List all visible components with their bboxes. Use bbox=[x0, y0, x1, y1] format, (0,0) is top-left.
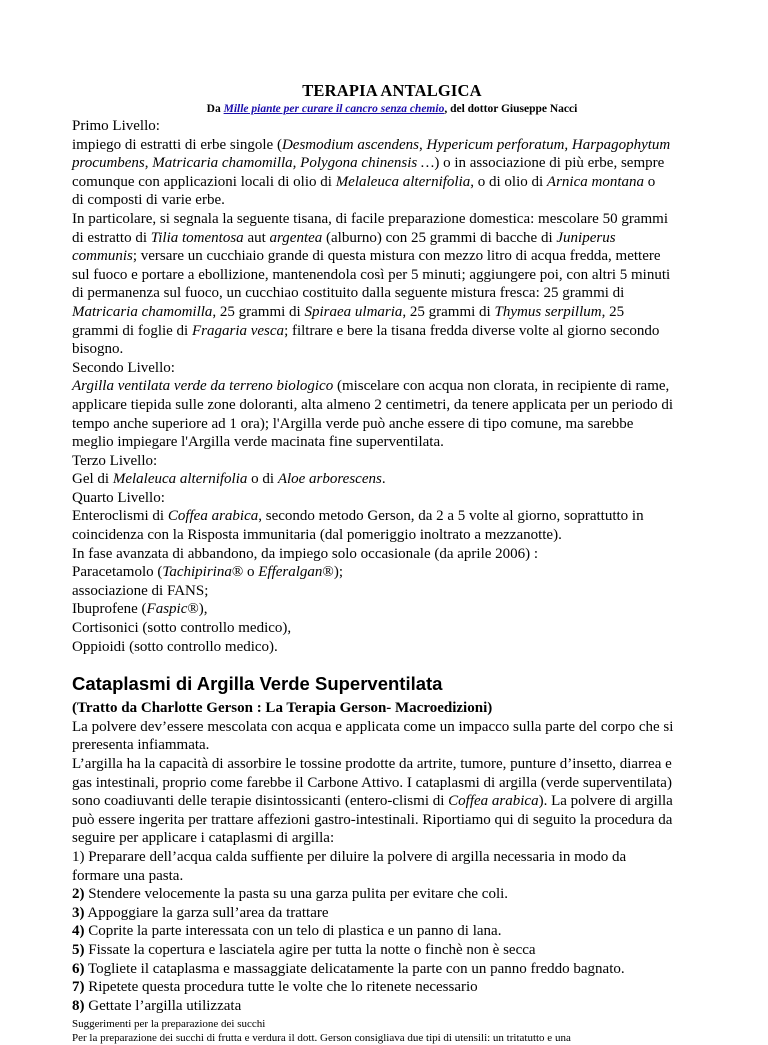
source-prefix: Da bbox=[206, 103, 224, 115]
section-source: (Tratto da Charlotte Gerson : La Terapia Gerson- Macroedizioni) bbox=[72, 700, 493, 717]
therapy-levels-section bbox=[72, 117, 712, 656]
text-run: Coprite la parte interessata con un telo di plastica e un panno di lana. bbox=[84, 923, 502, 940]
text-line bbox=[72, 922, 712, 941]
italic-run: Desmodium ascendens bbox=[281, 136, 420, 153]
text-run: ). La polvere di argilla bbox=[538, 793, 673, 810]
text-line bbox=[72, 736, 712, 755]
text-run: , 25 grammi di bbox=[212, 303, 305, 320]
text-line bbox=[72, 792, 712, 811]
text-line bbox=[72, 829, 712, 848]
text-run: In fase avanzata di abbandono, da impiego solo occasionale (da aprile 2006) : bbox=[72, 545, 539, 562]
text-run: può essere ingerita per trattare affezioni gastro-intestinali. Riportiamo qui di seguito la procedura da bbox=[72, 811, 673, 828]
text-line bbox=[72, 322, 712, 341]
text-run: bisogno. bbox=[72, 341, 124, 358]
italic-run: argentea bbox=[269, 229, 323, 246]
section-heading: Cataplasmi di Argilla Verde Superventilata bbox=[72, 673, 443, 695]
italic-run: Faspic bbox=[146, 601, 188, 618]
text-run: applicare tiepida sulle zone doloranti, alta almeno 2 centimetri, da tenere applicata per un periodo di bbox=[72, 396, 674, 413]
text-run: ®), bbox=[187, 601, 208, 618]
text-run: Ibuprofene ( bbox=[72, 601, 147, 618]
page-title: TERAPIA ANTALGICA bbox=[302, 81, 482, 100]
text-run: aut bbox=[243, 229, 270, 246]
text-line bbox=[72, 507, 712, 526]
text-run: Stendere velocemente la pasta su una garza pulita per evitare che coli. bbox=[84, 886, 509, 903]
text-run: grammi di foglie di bbox=[72, 322, 192, 339]
text-line bbox=[72, 377, 712, 396]
text-line bbox=[72, 600, 712, 619]
source-line bbox=[72, 102, 712, 116]
italic-run: Argilla ventilata verde da terreno biologico bbox=[72, 378, 334, 395]
text-run: sono coadiuvanti delle terapie disintossicanti (entero-clismi di bbox=[72, 793, 449, 810]
text-run: Secondo Livello: bbox=[72, 359, 175, 376]
text-run: (miscelare con acqua non clorata, in recipiente di rame, bbox=[333, 378, 670, 395]
clay-poultice-section bbox=[72, 718, 712, 1016]
text-run: Oppioidi (sotto controllo medico). bbox=[72, 638, 278, 655]
text-run: formare una pasta. bbox=[72, 867, 184, 884]
step-number: 8) bbox=[72, 997, 85, 1014]
text-run: La polvere dev’essere mescolata con acqua e applicata come un impacco sulla parte del corpo che si bbox=[72, 718, 674, 735]
text-line bbox=[72, 885, 712, 904]
text-run: ; filtrare e bere la tisana fredda diverse volte al giorno secondo bbox=[284, 322, 660, 339]
italic-run: Melaleuca alternifolia bbox=[112, 471, 248, 488]
juice-heading: Suggerimenti per la preparazione dei succhi bbox=[72, 1018, 266, 1031]
text-run: impiego di estratti di erbe singole ( bbox=[72, 136, 282, 153]
italic-run: Coffea arabica bbox=[167, 508, 259, 525]
text-line bbox=[72, 997, 712, 1016]
text-run: coincidenza con la Risposta immunitaria (dal pomeriggio inoltrato a mezzanotte). bbox=[72, 527, 562, 544]
text-run: , bbox=[144, 155, 153, 172]
text-line bbox=[72, 229, 712, 248]
text-line bbox=[72, 960, 712, 979]
italic-run: Aloe arborescens bbox=[277, 471, 382, 488]
text-line bbox=[72, 755, 712, 774]
text-line bbox=[72, 941, 712, 960]
text-line bbox=[72, 191, 712, 210]
text-run: ®); bbox=[322, 564, 343, 581]
italic-run: Efferalgan bbox=[258, 564, 323, 581]
text-run: associazione di FANS; bbox=[72, 582, 209, 599]
text-line bbox=[72, 582, 712, 601]
text-run: In particolare, si segnala la seguente tisana, di facile preparazione domestica: mescolare 50 grammi bbox=[72, 210, 668, 227]
text-line bbox=[72, 173, 712, 192]
document-page bbox=[72, 80, 712, 1045]
text-line bbox=[72, 638, 712, 657]
text-line bbox=[72, 563, 712, 582]
text-run: Ripetete questa procedura tutte le volte che lo ritenete necessario bbox=[84, 979, 478, 996]
text-line bbox=[72, 303, 712, 322]
footer-notes bbox=[72, 1017, 712, 1045]
text-run: 1) Preparare dell’acqua calda suffiente per diluire la polvere di argilla necessaria in modo da bbox=[72, 848, 627, 865]
italic-run: Matricaria chamomilla, Polygona chinensis … bbox=[152, 155, 435, 172]
text-run: Cortisonici (sotto controllo medico), bbox=[72, 620, 292, 637]
italic-run: Spiraea ulmaria bbox=[304, 303, 403, 320]
text-line bbox=[72, 415, 712, 434]
text-run: Gettate l’argilla utilizzata bbox=[84, 997, 242, 1014]
text-run: ® o bbox=[231, 564, 259, 581]
text-line bbox=[72, 433, 712, 452]
text-line bbox=[72, 545, 712, 564]
step-number: 7) bbox=[72, 979, 85, 996]
text-run: comunque con applicazioni locali di olio di bbox=[72, 173, 336, 190]
text-line bbox=[72, 774, 712, 793]
text-run: L’argilla ha la capacità di assorbire le tossine prodotte da artrite, tumore, punture d’insetto, diarrea e bbox=[72, 756, 672, 772]
text-run: tempo anche superiore ad 1 ora); l'Argilla verde può anche essere di tipo comune, ma sarebbe bbox=[72, 415, 634, 432]
italic-run: Arnica montana bbox=[546, 173, 644, 190]
text-run: , 25 bbox=[601, 303, 625, 320]
italic-run: Matricaria chamomilla bbox=[72, 303, 213, 320]
italic-run: Thymus serpillum bbox=[494, 303, 602, 320]
juice-text: Per la preparazione dei succhi di frutta e verdura il dott. Gerson consigliava due tipi di utensili: un tritatutto e una bbox=[72, 1032, 571, 1045]
text-line bbox=[72, 210, 712, 229]
text-line bbox=[72, 284, 712, 303]
text-run: di estratto di bbox=[72, 229, 151, 246]
step-number: 6) bbox=[72, 960, 85, 977]
text-line bbox=[72, 848, 712, 867]
step-number: 5) bbox=[72, 941, 85, 958]
text-line bbox=[72, 136, 712, 155]
step-number: 2) bbox=[72, 886, 85, 903]
text-line bbox=[72, 619, 712, 638]
text-run: Primo Livello: bbox=[72, 118, 160, 134]
text-line bbox=[72, 340, 712, 359]
text-run: meglio impiegare l'Argilla verde macinata fine superventilata. bbox=[72, 434, 444, 451]
source-suffix: , del dottor Giuseppe Nacci bbox=[444, 103, 578, 115]
text-line bbox=[72, 396, 712, 415]
text-line bbox=[72, 154, 712, 173]
step-number: 3) bbox=[72, 904, 85, 921]
text-line bbox=[72, 117, 712, 136]
text-run: Gel di bbox=[72, 471, 113, 488]
text-line bbox=[72, 867, 712, 886]
text-run: Fissate la copertura e lasciatela agire per tutta la notte o finchè non è secca bbox=[84, 941, 536, 958]
text-line bbox=[72, 489, 712, 508]
text-run: o di bbox=[247, 471, 278, 488]
text-run: seguire per applicare i cataplasmi di argilla: bbox=[72, 830, 335, 847]
text-run: Terzo Livello: bbox=[72, 452, 158, 469]
text-run: , secondo metodo Gerson, da 2 a 5 volte al giorno, soprattutto in bbox=[258, 508, 644, 525]
italic-run: Juniperus bbox=[556, 229, 616, 246]
text-line bbox=[72, 904, 712, 923]
text-line bbox=[72, 452, 712, 471]
text-run: Appoggiare la garza sull’area da trattare bbox=[84, 904, 329, 921]
text-line bbox=[72, 526, 712, 545]
italic-run: Coffea arabica bbox=[448, 793, 539, 810]
italic-run: communis bbox=[72, 248, 133, 265]
text-line bbox=[72, 359, 712, 378]
italic-run: procumbens bbox=[72, 155, 145, 172]
italic-run: Hypericum perforatum, Harpagophytum bbox=[426, 136, 671, 153]
text-run: , o di olio di bbox=[470, 173, 547, 190]
text-run: , 25 grammi di bbox=[402, 303, 495, 320]
text-run: preresenta infiammata. bbox=[72, 737, 210, 754]
italic-run: Tilia tomentosa bbox=[150, 229, 244, 246]
text-line bbox=[72, 811, 712, 830]
text-run: sul fuoco e portare a ebollizione, mantenendola così per 5 minuti; aggiungere poi, con altri 5 minuti bbox=[72, 266, 671, 283]
text-run: Quarto Livello: bbox=[72, 489, 165, 506]
text-run: gas intestinali, proprio come farebbe il Carbone Attivo. I cataplasmi di argilla (verde superventilata) bbox=[72, 774, 672, 791]
italic-run: Tachipirina bbox=[162, 564, 232, 581]
italic-run: Melaleuca alternifolia bbox=[335, 173, 471, 190]
text-run: Paracetamolo ( bbox=[72, 564, 163, 581]
text-run: Enteroclismi di bbox=[72, 508, 168, 525]
step-number: 4) bbox=[72, 923, 85, 940]
text-run: (alburno) con 25 grammi di bacche di bbox=[322, 229, 557, 246]
text-run: ; versare un cucchiaio grande di questa mistura con mezzo litro di acqua fredda, mettere bbox=[132, 248, 661, 265]
text-run: o bbox=[644, 173, 656, 190]
text-line bbox=[72, 470, 712, 489]
italic-run: Fragaria vesca bbox=[191, 322, 285, 339]
text-run: ) o in associazione di più erbe, sempre bbox=[434, 155, 665, 172]
text-line bbox=[72, 266, 712, 285]
text-line bbox=[72, 247, 712, 266]
text-run: di composti di varie erbe. bbox=[72, 192, 225, 209]
text-run: Togliete il cataplasma e massaggiate delicatamente la parte con un panno freddo bagnato. bbox=[84, 960, 625, 977]
text-line bbox=[72, 718, 712, 737]
book-link[interactable]: Mille piante per curare il cancro senza chemio bbox=[223, 103, 445, 115]
text-run: di permanenza sul fuoco, un cucchiao costituito dalla seguente mistura fresca: 25 grammi di bbox=[72, 285, 625, 302]
text-run: . bbox=[381, 471, 386, 488]
text-run: , bbox=[419, 136, 427, 153]
